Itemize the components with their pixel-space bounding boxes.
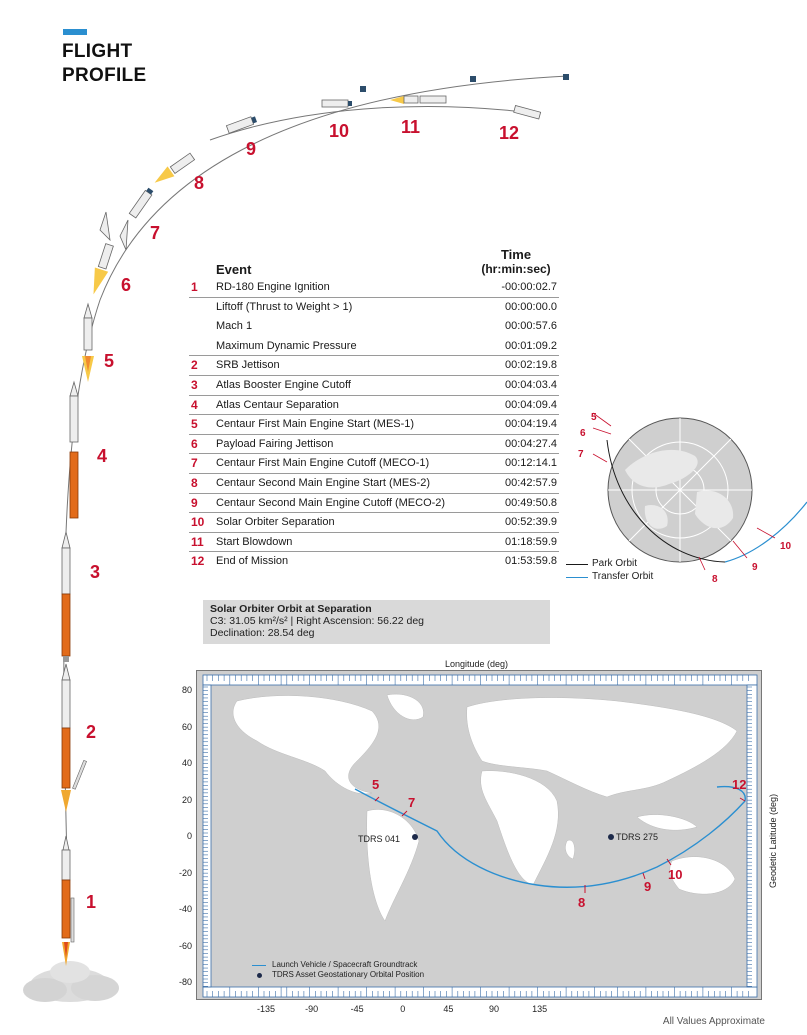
rocket-stage-7: [129, 187, 154, 218]
title-line-1: FLIGHT: [62, 41, 133, 62]
launch-smoke-cloud: [23, 961, 119, 1002]
row-time: 00:02:19.8: [505, 359, 557, 372]
map-marker-7: 7: [408, 795, 416, 810]
row-time: 00:00:57.6: [505, 320, 557, 333]
table-row: [189, 435, 559, 455]
rocket-stage-6: [87, 243, 116, 297]
table-header-time: [472, 248, 560, 276]
row-event: Maximum Dynamic Pressure: [216, 339, 357, 352]
table-row: [189, 396, 559, 416]
legend-tdrs-label: TDRS Asset Geostationary Orbital Position: [272, 970, 425, 979]
globe-marker-9: 9: [752, 562, 758, 573]
x-tick-label: 135: [532, 1004, 548, 1014]
table-header-event: Event: [216, 262, 252, 277]
x-tick-label: -90: [305, 1004, 319, 1014]
row-number: 12: [191, 554, 205, 569]
table-row: [189, 356, 559, 376]
row-event: Payload Fairing Jettison: [216, 437, 334, 450]
y-tick-label: 20: [181, 794, 192, 805]
row-number: 3: [191, 377, 198, 392]
title-line-2: PROFILE: [62, 65, 147, 86]
row-event: Liftoff (Thrust to Weight > 1): [216, 300, 353, 313]
x-tick-label: 0: [400, 1004, 406, 1014]
row-event: SRB Jettison: [216, 359, 280, 372]
rocket-stage-2: [61, 664, 87, 812]
stage-marker-1: 1: [86, 892, 97, 912]
table-row: [189, 513, 559, 533]
y-tick-label: -40: [178, 904, 192, 914]
row-time: 01:53:59.8: [505, 555, 557, 568]
row-event: Centaur Second Main Engine Start (MES-2): [216, 476, 430, 489]
table-row: [189, 317, 559, 337]
table-row: [189, 278, 559, 298]
row-number: 9: [191, 495, 198, 510]
stage-marker-9: 9: [246, 139, 257, 159]
rocket-stage-3: [62, 532, 70, 662]
y-tick-label: 40: [181, 758, 192, 768]
stage-marker-11: 11: [401, 117, 421, 137]
row-event: Centaur First Main Engine Cutoff (MECO-1): [216, 457, 430, 470]
legend-tdrs-swatch: [257, 973, 262, 978]
row-time: 00:01:09.2: [505, 339, 557, 352]
stage-marker-3: 3: [90, 562, 101, 582]
table-row: [189, 337, 559, 357]
row-number: 7: [191, 456, 198, 471]
table-row: [189, 474, 559, 494]
table-row: [189, 494, 559, 514]
row-time: 00:00:00.0: [505, 300, 557, 313]
table-rows: [189, 278, 559, 572]
x-tick-label: -135: [256, 1004, 275, 1014]
map-marker-9: 9: [644, 879, 652, 894]
fairing-halves: [100, 212, 128, 250]
orbit-separation-box: [203, 600, 550, 644]
stage-marker-2: 2: [86, 722, 97, 742]
x-tick-label: -45: [350, 1004, 364, 1014]
row-event: End of Mission: [216, 555, 289, 568]
orbit-box-line-1: C3: 31.05 km²/s² | Right Ascension: 56.22 deg: [210, 615, 425, 627]
legend-transfer-orbit-label: Transfer Orbit: [592, 571, 654, 582]
tdrs-275-dot: [608, 834, 614, 840]
y-tick-label: -20: [178, 867, 192, 878]
row-event: Centaur Second Main Engine Cutoff (MECO-2): [216, 496, 446, 509]
map-marker-10: 10: [668, 867, 683, 882]
orbit-box-line-2: Declination: 28.54 deg: [210, 627, 315, 639]
row-number: 1: [191, 280, 198, 294]
row-event: Mach 1: [216, 320, 253, 333]
header-time-units: (hr:min:sec): [481, 262, 551, 276]
rocket-stage-12: [514, 106, 541, 119]
row-time: 00:12:14.1: [505, 457, 557, 470]
row-number: 8: [191, 475, 198, 490]
map-x-axis-title: Longitude (deg): [445, 659, 509, 669]
groundtrack-map: [196, 670, 762, 1000]
map-panel: [196, 670, 762, 1000]
row-number: 6: [191, 436, 198, 451]
row-event: RD-180 Engine Ignition: [216, 281, 330, 293]
continents: [233, 694, 737, 921]
orbit-box-heading: Solar Orbiter Orbit at Separation: [210, 603, 372, 615]
rocket-stage-5: [82, 304, 94, 382]
row-event: Centaur First Main Engine Start (MES-1): [216, 418, 415, 431]
y-tick-label: -60: [178, 940, 192, 951]
x-tick-label: 90: [488, 1004, 499, 1014]
row-number: 4: [191, 397, 198, 412]
table-row: [189, 454, 559, 474]
row-number: 5: [191, 417, 198, 432]
row-time: 00:04:27.4: [505, 437, 557, 450]
row-number: 2: [191, 358, 198, 373]
rocket-stage-10: [322, 100, 352, 107]
globe-marker-5: 5: [591, 412, 597, 423]
map-marker-8: 8: [578, 895, 586, 910]
row-event: Solar Orbiter Separation: [216, 516, 335, 529]
map-svg: [197, 671, 762, 1000]
row-time: 00:04:09.4: [505, 398, 557, 411]
table-row: [189, 376, 559, 396]
tdrs-041-label: TDRS 041: [358, 834, 401, 844]
tdrs-275-label: TDRS 275: [616, 832, 659, 842]
footnote: All Values Approximate: [662, 1016, 765, 1027]
stage-marker-8: 8: [194, 173, 205, 193]
y-tick-label: 0: [186, 831, 192, 841]
legend-track-swatch: [252, 965, 266, 966]
table-row: [189, 415, 559, 435]
rocket-stage-9: [226, 115, 257, 133]
tdrs-041-dot: [412, 834, 418, 840]
row-time: 00:52:39.9: [505, 516, 557, 529]
legend-transfer-orbit-swatch: [566, 577, 588, 578]
table-row: [189, 298, 559, 318]
row-event: Start Blowdown: [216, 535, 293, 548]
row-time: 00:42:57.9: [505, 476, 557, 489]
stage-marker-12: 12: [499, 123, 520, 143]
title-accent-bar: [63, 29, 87, 35]
row-event: Atlas Booster Engine Cutoff: [216, 378, 351, 391]
legend-park-orbit-label: Park Orbit: [592, 558, 638, 569]
globe-marker-8: 8: [712, 574, 718, 585]
table-row: [189, 552, 559, 572]
header-time-label: Time: [500, 247, 532, 262]
row-time: -00:00:02.7: [501, 281, 557, 293]
stage-marker-4: 4: [97, 446, 108, 466]
y-tick-label: 60: [181, 721, 192, 732]
row-time: 00:49:50.8: [505, 496, 557, 509]
row-time: 00:04:03.4: [505, 378, 557, 391]
globe-marker-7: 7: [578, 449, 584, 460]
spacecraft-markers-outer: [360, 74, 569, 92]
map-marker-5: 5: [372, 777, 380, 792]
stage-marker-10: 10: [329, 121, 350, 141]
globe-marker-10: 10: [780, 541, 792, 552]
row-time: 01:18:59.9: [505, 535, 557, 548]
stage-marker-5: 5: [104, 351, 115, 371]
row-event: Atlas Centaur Separation: [216, 398, 339, 411]
stage-marker-6: 6: [121, 275, 132, 295]
rocket-stage-8: [151, 151, 196, 187]
y-tick-label: 80: [181, 685, 192, 695]
trajectory-arc-inner: [210, 106, 540, 143]
row-time: 00:04:19.4: [505, 418, 557, 431]
row-number: 11: [191, 534, 204, 549]
x-tick-label: 45: [443, 1004, 454, 1014]
rocket-stage-1: [62, 836, 74, 966]
map-marker-12: 12: [732, 777, 747, 792]
table-row: [189, 533, 559, 553]
legend-track-label: Launch Vehicle / Spacecraft Groundtrack: [272, 960, 418, 969]
y-tick-label: -80: [178, 977, 192, 987]
stage-marker-7: 7: [150, 223, 161, 243]
map-y-axis-title: Geodetic Latitude (deg): [768, 793, 778, 888]
rocket-stage-11: [390, 96, 446, 104]
row-number: 10: [191, 515, 205, 530]
legend-park-orbit-swatch: [566, 564, 588, 565]
globe-marker-6: 6: [580, 428, 586, 439]
